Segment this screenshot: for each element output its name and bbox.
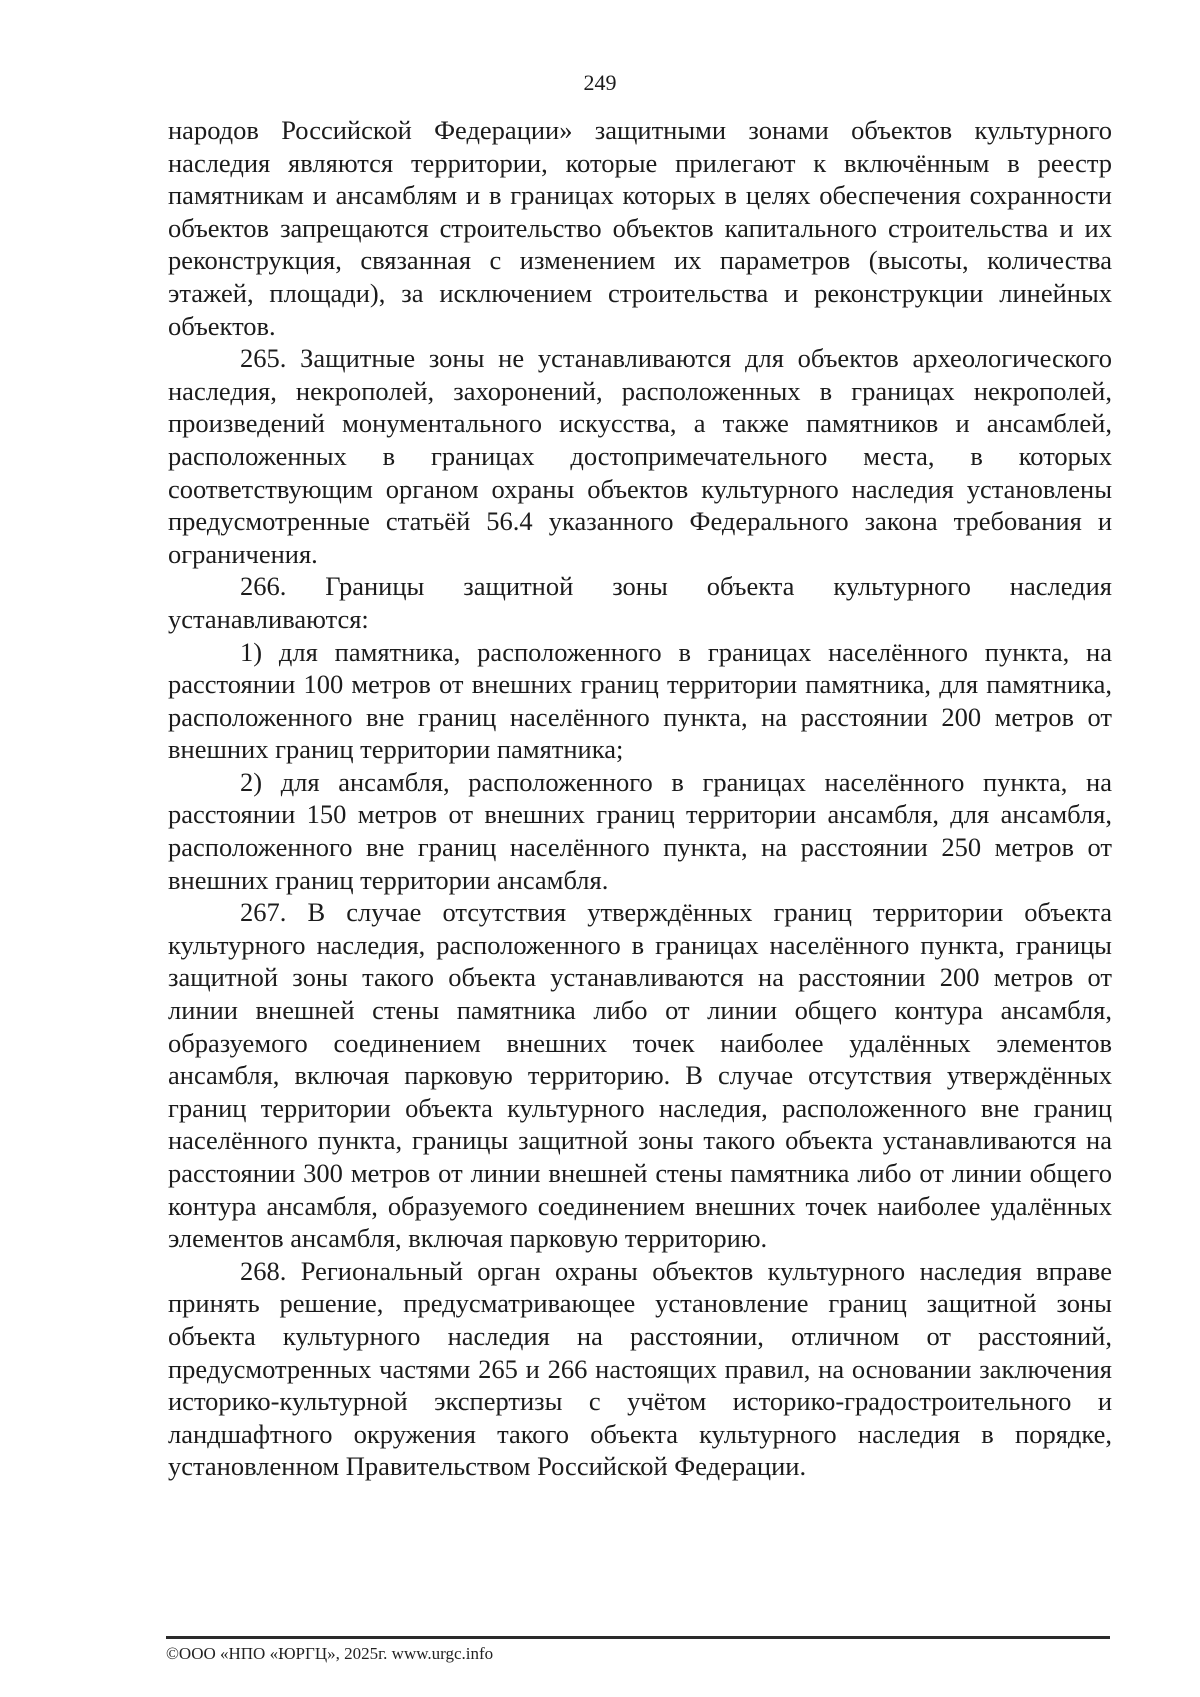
paragraph-267: 267. В случае отсутствия утверждённых границ территории объекта культурного наследия, расположенного в границах населённого пункта, границы защитной зоны такого объекта устанавливаются на расстоянии 200 метров от линии внешней стены памятника либо от линии общего контура ансамбля, образуемого соединением внешних точек наиболее удалённых элементов ансамбля, включая парковую территорию. В случае отсутствия утверждённых границ территории объекта культурного наследия, расположенного вне границ населённого пункта, границы защитной зоны такого объекта устанавливаются на расстоянии 300 метров от линии внешней стены памятника либо от линии общего контура ансамбля, образуемого соединением внешних точек наиболее удалённых элементов ансамбля, включая парковую территорию. (168, 897, 1112, 1254)
footer-copyright: ©ООО «НПО «ЮРГЦ», 2025г. www.urgc.info (166, 1644, 494, 1663)
paragraph-continuation: народов Российской Федерации» защитными зонами объектов культурного наследия являются территории, которые прилегают к включённым в реестр памятникам и ансамблям и в границах которых в целях обеспечения сохранности объектов запрещаются строительство объектов капитального строительства и их реконструкция, связанная с изменением их параметров (высоты, количества этажей, площади), за исключением строительства и реконструкции линейных объектов. (168, 115, 1112, 341)
paragraph-266-item-1: 1) для памятника, расположенного в границах населённого пункта, на расстоянии 100 метров от внешних границ территории памятника, для памятника, расположенного вне границ населённого пункта, на расстоянии 200 метров от внешних границ территории памятника; (168, 636, 1112, 765)
paragraph-268: 268. Региональный орган охраны объектов культурного наследия вправе принять решение, предусматривающее установление границ защитной зоны объекта культурного наследия на расстоянии, отличном от расстояний, предусмотренных частями 265 и 266 настоящих правил, на основании заключения историко-культурной экспертизы с учётом историко-градостроительного и ландшафтного окружения такого объекта культурного наследия в порядке, установленном Правительством Российской Федерации. (168, 1255, 1112, 1482)
footer-divider (166, 1636, 1110, 1639)
paragraph-266: 266. Границы защитной зоны объекта культурного наследия устанавливаются: (168, 571, 1112, 634)
paragraph-266-item-2: 2) для ансамбля, расположенного в границах населённого пункта, на расстоянии 150 метров от внешних границ территории ансамбля, для ансамбля, расположенного вне границ населённого пункта, на расстоянии 250 метров от внешних границ территории ансамбля. (168, 766, 1112, 895)
paragraph-265: 265. Защитные зоны не устанавливаются для объектов археологического наследия, некрополей, захоронений, расположенных в границах некрополей, произведений монументального искусства, а также памятников и ансамблей, расположенных в границах достопримечательного места, в которых соответствующим органом охраны объектов культурного наследия установлены предусмотренные статьёй 56.4 указанного Федерального закона требования и ограничения. (168, 343, 1112, 569)
page-number: 249 (583, 70, 617, 95)
document-body (168, 114, 1112, 1483)
